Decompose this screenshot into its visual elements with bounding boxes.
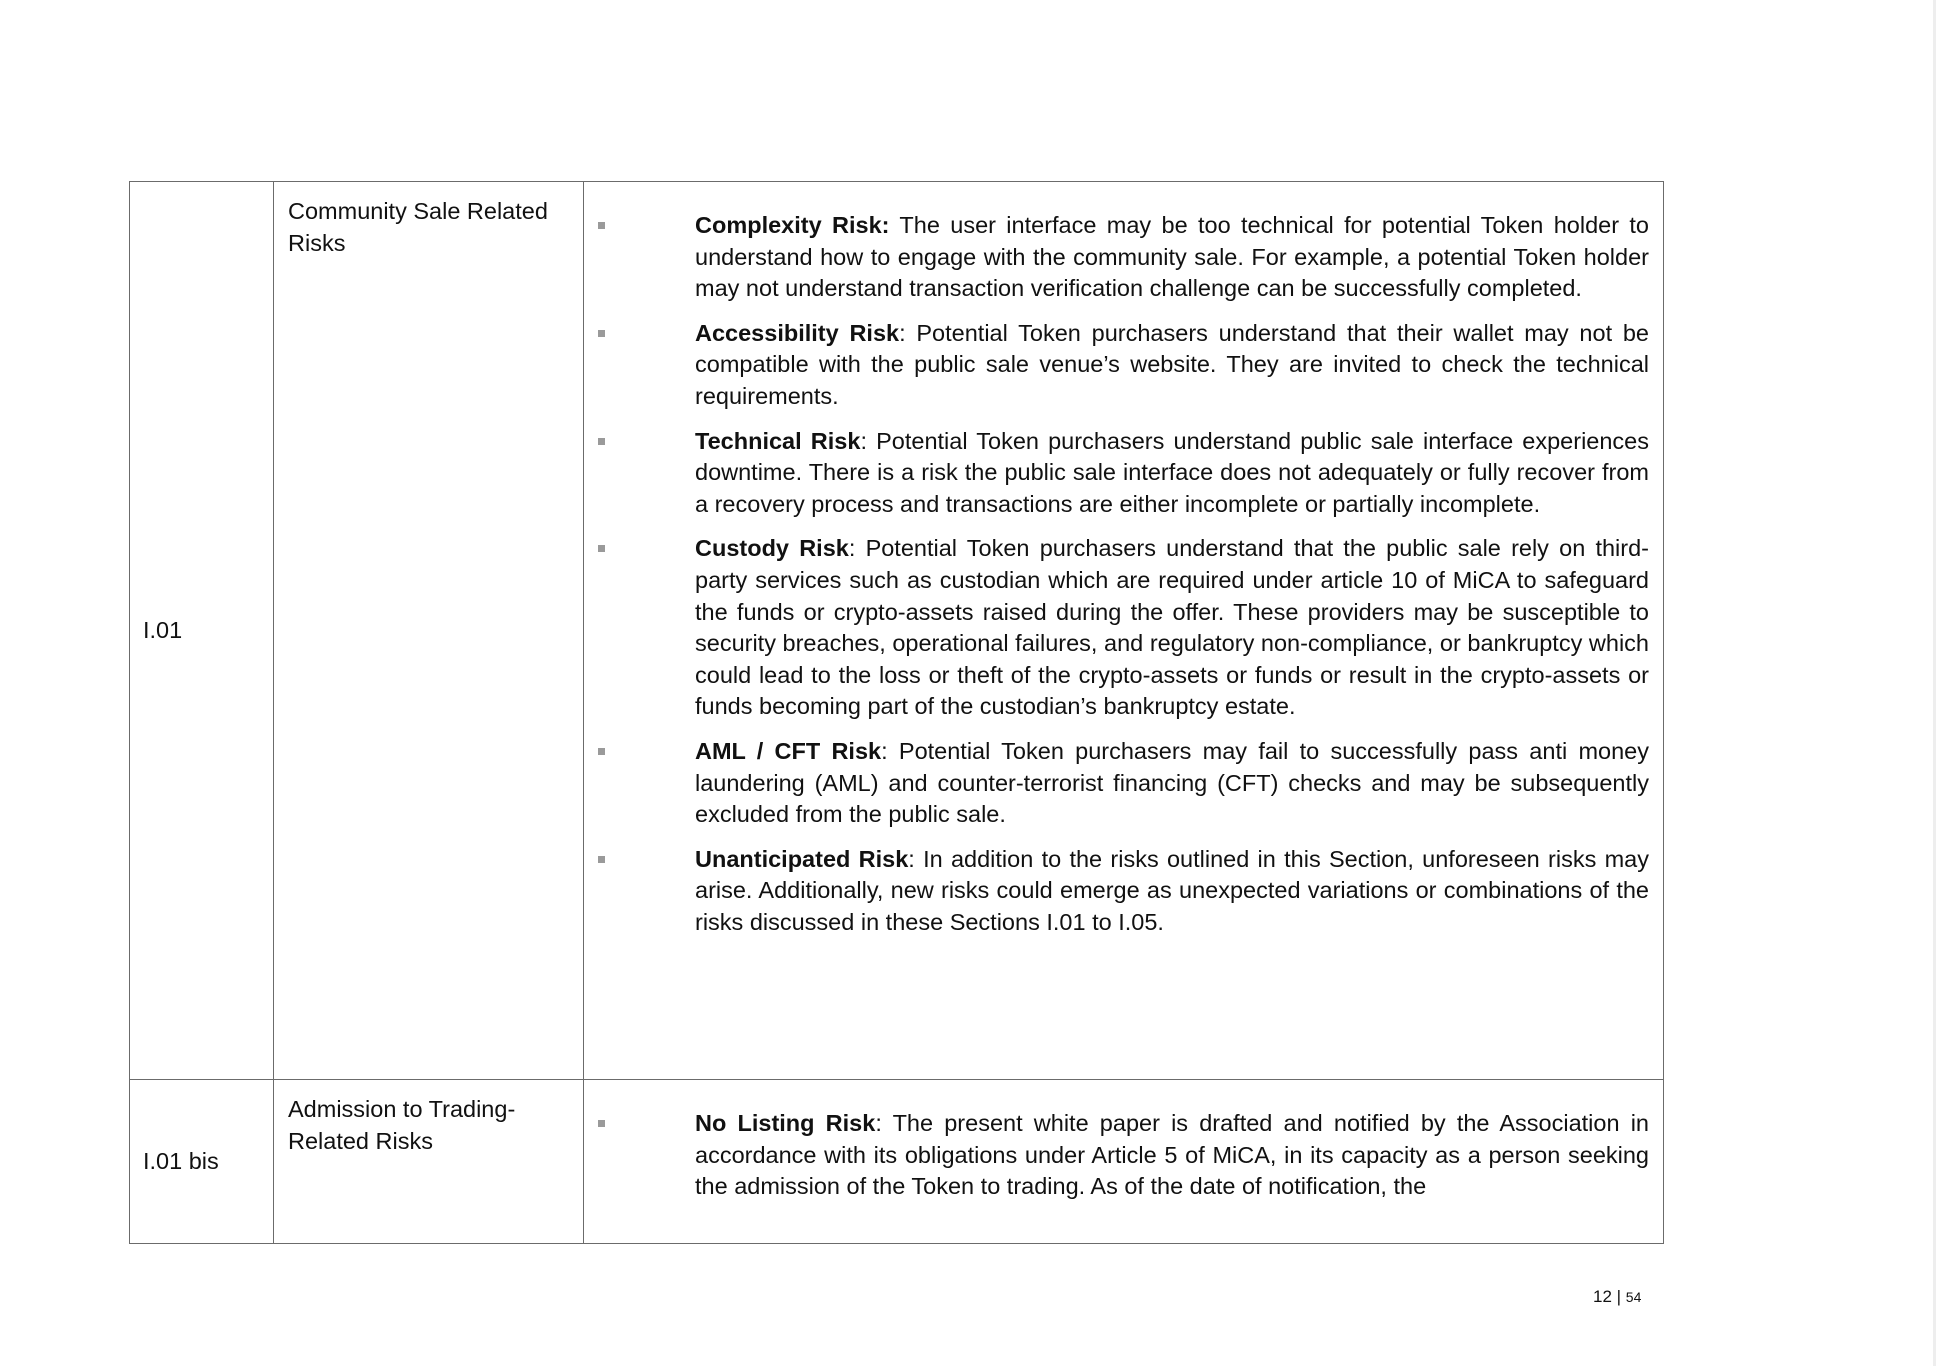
risk-title: Technical Risk	[695, 427, 861, 454]
square-bullet-icon	[598, 748, 605, 755]
risk-text: : The present white paper is drafted and notified by the Association in accordance with its obligations under Article 5 of MiCA, in its capacity as a person seeking the admission of the Token to trading. As of the date of notification, the	[695, 1110, 1649, 1200]
square-bullet-icon	[598, 330, 605, 337]
risk-text: : Potential Token purchasers may fail to successfully pass anti money laundering (AML) and counter-terrorist financing (CFT) checks and may be subsequently excluded from the public sale.	[695, 737, 1649, 828]
risk-category: Community Sale Related Risks	[274, 182, 584, 1080]
risk-text: The user interface may be too technical for potential Token holder to understand how to engage with the community sale. For example, a potential Token holder may not understand transaction verification challenge can be successfully completed.	[695, 212, 1649, 302]
square-bullet-icon	[598, 856, 605, 863]
risk-text: : Potential Token purchasers understand that the public sale rely on third-party services such as custodian which are required under article 10 of MiCA to safeguard the funds or crypto-assets raised during the offer. These providers may be susceptible to security breaches, operational failures, and regulatory non-compliance, or bankruptcy which could lead to the loss or theft of the crypto-assets or funds or result in the crypto-assets or funds becoming part of the custodian’s bankruptcy estate.	[695, 535, 1649, 720]
square-bullet-icon	[598, 1120, 605, 1127]
square-bullet-icon	[598, 545, 605, 552]
page-separator: |	[1611, 1287, 1626, 1306]
risk-list	[584, 182, 1664, 1080]
risk-title: Complexity Risk:	[695, 212, 890, 238]
table-row	[130, 1080, 1664, 1244]
risk-text: : Potential Token purchasers understand public sale interface experiences downtime. There is a risk the public sale interface does not adequately or fully recover from a recovery process and transactions are either incomplete or partially incomplete.	[695, 427, 1649, 517]
risk-title: Accessibility Risk	[695, 319, 900, 346]
page-current: 12	[1593, 1287, 1612, 1306]
section-id: I.01	[130, 182, 274, 1080]
risk-text: : In addition to the risks outlined in this Section, unforeseen risks may arise. Additionally, new risks could emerge as unexpected variations or combinations of the risks discussed in these Sections I.01 to I.05.	[695, 845, 1650, 935]
risk-item-custody	[584, 533, 1649, 723]
risk-title: AML / CFT Risk	[695, 737, 882, 764]
risk-category: Admission to Trading-Related Risks	[274, 1080, 584, 1244]
section-id: I.01 bis	[130, 1080, 274, 1244]
risk-title: No Listing Risk	[695, 1110, 876, 1136]
risk-title: Custody Risk	[695, 535, 849, 562]
risk-item-technical	[584, 426, 1649, 521]
risk-item-no-listing	[584, 1108, 1649, 1203]
square-bullet-icon	[598, 438, 605, 445]
risk-item-aml-cft	[584, 736, 1649, 831]
table-row	[130, 182, 1664, 1080]
risk-item-accessibility	[584, 318, 1649, 413]
risk-text: : Potential Token purchasers understand that their wallet may not be compatible with the public sale venue’s website. They are invited to check the technical requirements.	[695, 319, 1650, 409]
risk-item-complexity	[584, 210, 1649, 305]
risk-item-unanticipated	[584, 844, 1649, 939]
page-number	[1593, 1287, 1641, 1307]
square-bullet-icon	[598, 222, 605, 229]
risk-list	[584, 1080, 1664, 1244]
risk-title: Unanticipated Risk	[695, 845, 909, 872]
risk-table	[129, 181, 1664, 1244]
page-total: 54	[1625, 1289, 1642, 1305]
